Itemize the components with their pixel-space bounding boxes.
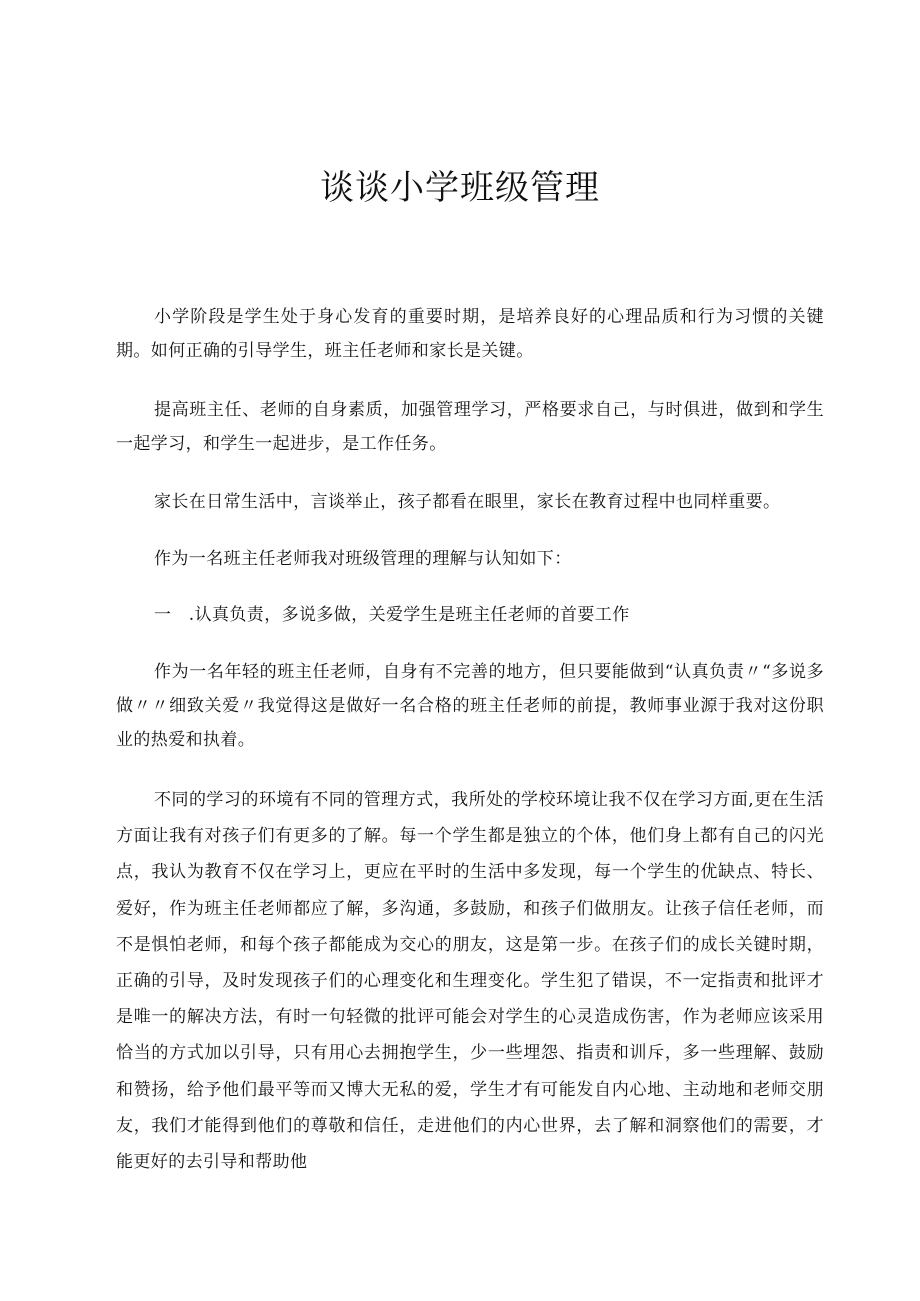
document-title: 谈谈小学班级管理 <box>320 168 600 208</box>
paragraph-parents: 家长在日常生活中，言谈举止，孩子都看在眼里，家长在教育过程中也同样重要。 <box>154 492 781 512</box>
paragraph-understanding: 作为一名班主任老师我对班级管理的理解与认知如下： <box>154 549 572 569</box>
paragraph-intro: 小学阶段是学生处于身心发育的重要时期，是培养良好的心理品质和行为习惯的关键期。如何正确的引导学生，班主任老师和家长是关键。 <box>116 307 824 361</box>
paragraph-responsibility: 作为一名年轻的班主任老师，自身有不完善的地方，但只要能做到“认真负责〃“多说多做〃〃细致关爱〃我觉得这是做好一名合格的班主任老师的前提，教师事业源于我对这份职业的热爱和执着。 <box>116 662 824 750</box>
section-heading-one: 一 .认真负责，多说多做，关爱学生是班主任老师的首要工作 <box>154 605 630 625</box>
paragraph-teacher-quality: 提高班主任、老师的自身素质，加强管理学习，严格要求自己，与时俱进，做到和学生一起学习，和学生一起进步，是工作任务。 <box>116 400 824 454</box>
paragraph-environment: 不同的学习的环境有不同的管理方式，我所处的学校环境让我不仅在学习方面,更在生活方面让我有对孩子们有更多的了解。每一个学生都是独立的个体，他们身上都有自己的闪光点，我认为教育不仅在学习上，更应在平时的生活中多发现，每一个学生的优缺点、特长、爱好，作为班主任老师都应了解，多沟通，多鼓励，和孩子们做朋友。让孩子信任老师，而不是惧怕老师，和每个孩子都能成为交心的朋友，这是第一步。在孩子们的成长关键时期，正确的引导，及时发现孩子们的心理变化和生理变化。学生犯了错误，不一定指责和批评才是唯一的解决方法，有时一句轻微的批评可能会对学生的心灵造成伤害，作为老师应该采用恰当的方式加以引导，只有用心去拥抱学生，少一些埋怨、指责和训斥，多一些理解、鼓励和赞扬，给予他们最平等而又博大无私的爱，学生才有可能发自内心地、主动地和老师交朋友，我们才能得到他们的尊敬和信任，走进他们的内心世界，去了解和洞察他们的需要，才能更好的去引导和帮助他 <box>116 790 824 1173</box>
